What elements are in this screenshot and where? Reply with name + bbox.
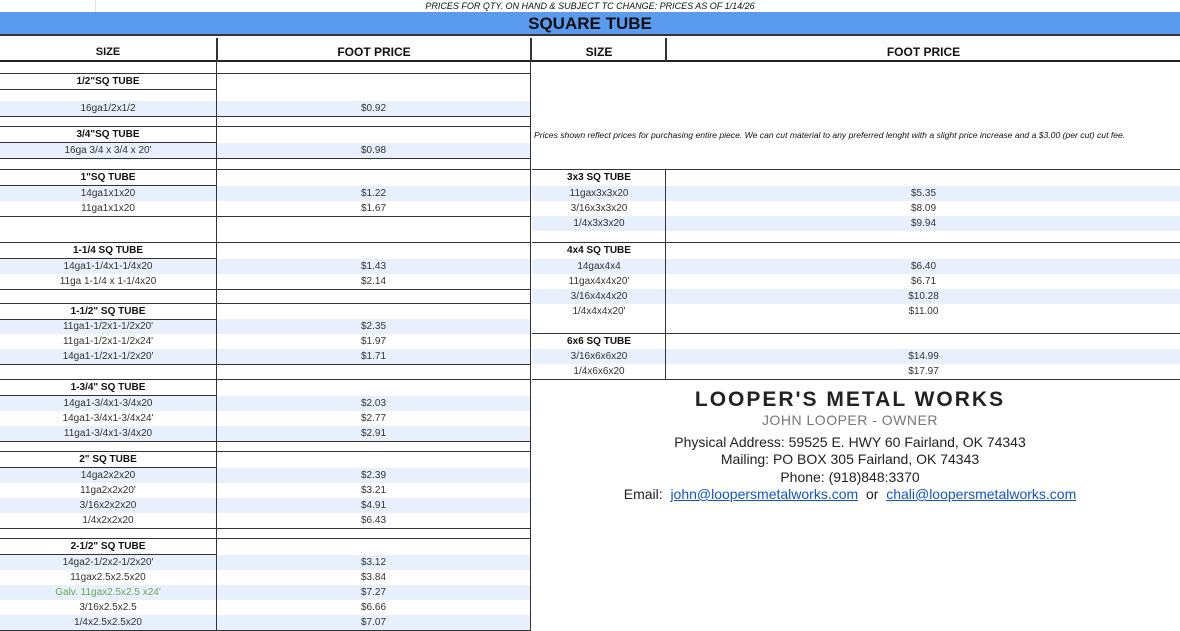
table-row xyxy=(0,319,530,334)
size-cell: 1/4x2.5x2.5x20 xyxy=(74,617,142,628)
price-cell: $6.71 xyxy=(910,276,937,287)
business-name: LOOPER'S METAL WORKS xyxy=(694,388,1006,411)
size-cell: 11ga1x1x20 xyxy=(81,203,135,214)
table-row xyxy=(0,483,530,498)
section-header-row xyxy=(0,380,530,395)
table-row xyxy=(0,186,530,201)
table-row xyxy=(0,468,530,483)
size-cell: 14gax4x4 xyxy=(577,261,621,272)
price-cell: $6.40 xyxy=(910,261,937,272)
section-title: 2-1/2" SQ TUBE xyxy=(70,541,146,552)
section-header-row xyxy=(0,170,530,185)
section-top-border xyxy=(0,451,531,452)
price-cell: $1.97 xyxy=(360,336,387,347)
table-row xyxy=(0,334,530,349)
header-size-left: SIZE xyxy=(0,38,216,62)
section-title: 1/2"SQ TUBE xyxy=(76,76,140,87)
table-row xyxy=(0,570,530,585)
section-top-border xyxy=(0,73,531,74)
size-cell: 14ga1x1x20 xyxy=(80,188,136,199)
section-top-border xyxy=(0,169,531,170)
header-price-right: FOOT PRICE xyxy=(667,38,1180,62)
table-row xyxy=(532,216,1180,231)
phone-number: Phone: (918)848:3370 xyxy=(780,469,920,485)
section-header-row xyxy=(0,304,530,319)
size-cell: Galv. 11gax2.5x2.5 x24' xyxy=(55,587,161,598)
table-row xyxy=(0,201,530,216)
section-title: 2" SQ TUBE xyxy=(79,454,137,465)
section-header-row xyxy=(0,539,530,554)
table-row xyxy=(0,498,530,513)
section-title-underline xyxy=(0,89,217,90)
size-cell: 14ga1-3/4x1-3/4x20 xyxy=(63,398,153,409)
section-title: 3x3 SQ TUBE xyxy=(567,172,631,183)
table-row xyxy=(0,349,530,364)
section-bottom-border xyxy=(0,528,531,529)
table-row xyxy=(0,396,530,411)
table-row xyxy=(0,600,530,615)
size-cell: 14ga2-1/2x2-1/2x20' xyxy=(62,557,154,568)
section-title: 6x6 SQ TUBE xyxy=(567,336,631,347)
table-row xyxy=(0,513,530,528)
price-cell: $8.09 xyxy=(910,203,937,214)
section-title-underline xyxy=(0,554,217,555)
size-cell: 14ga1-1/4x1-1/4x20 xyxy=(63,261,153,272)
business-owner: JOHN LOOPER - OWNER xyxy=(762,412,938,428)
header-size-right: SIZE xyxy=(532,38,666,62)
size-cell: 1/4x4x4x20' xyxy=(572,306,626,317)
section-title: 3/4"SQ TUBE xyxy=(76,129,140,140)
section-title: 1"SQ TUBE xyxy=(80,172,136,183)
price-cell: $1.22 xyxy=(360,188,387,199)
email-line xyxy=(560,486,1140,502)
price-cell: $3.84 xyxy=(360,572,387,583)
size-cell: 3/16x2.5x2.5 xyxy=(79,602,137,613)
page-title: SQUARE TUBE xyxy=(0,12,1180,36)
table-row xyxy=(0,259,530,274)
table-row xyxy=(532,349,1180,364)
price-cell: $2.03 xyxy=(360,398,387,409)
price-cell: $1.43 xyxy=(360,261,387,272)
table-row xyxy=(0,615,530,630)
section-top-border xyxy=(0,303,531,304)
section-title: 4x4 SQ TUBE xyxy=(567,245,631,256)
price-cell: $5.35 xyxy=(910,188,937,199)
size-cell: 3/16x4x4x20 xyxy=(570,291,628,302)
size-cell: 11gax2.5x2.5x20 xyxy=(70,572,146,583)
price-cell: $9.94 xyxy=(910,218,937,229)
section-header-row xyxy=(532,170,1180,185)
section-title-underline xyxy=(0,395,217,396)
price-cell: $6.66 xyxy=(360,602,387,613)
size-cell: 1/4x3x3x20 xyxy=(573,218,625,229)
size-cell: 1/4x2x2x20 xyxy=(82,515,134,526)
size-cell: 11ga2x2x20' xyxy=(80,485,136,496)
table-row xyxy=(532,186,1180,201)
section-title: 1-3/4" SQ TUBE xyxy=(70,382,146,393)
section-top-border xyxy=(532,242,1180,243)
size-cell: 11ga1-3/4x1-3/4x20 xyxy=(63,428,153,439)
section-header-row xyxy=(532,334,1180,349)
price-cell: $1.67 xyxy=(360,203,387,214)
physical-address: Physical Address: 59525 E. HWY 60 Fairland, OK 74343 xyxy=(674,434,1026,450)
email-label: Email: xyxy=(623,486,663,502)
table-row xyxy=(0,555,530,570)
table-row xyxy=(0,274,530,289)
section-bottom-border xyxy=(0,116,531,117)
price-notice: PRICES FOR QTY. ON HAND & SUBJECT TC CHANGE: PRICES AS OF 1/14/26 xyxy=(425,1,755,11)
right-table-bottom-border xyxy=(532,379,1180,380)
size-cell: 14ga2x2x20 xyxy=(80,470,136,481)
section-header-row xyxy=(0,127,530,142)
section-bottom-border xyxy=(0,441,531,442)
section-header-row xyxy=(0,452,530,467)
table-row xyxy=(0,143,530,158)
size-cell: 3/16x2x2x20 xyxy=(79,500,137,511)
table-row xyxy=(0,426,530,441)
price-cell: $2.14 xyxy=(360,276,387,287)
price-cell: $7.07 xyxy=(360,617,387,628)
price-cell: $7.27 xyxy=(360,587,387,598)
table-row xyxy=(532,304,1180,319)
table-row xyxy=(0,101,530,116)
section-header-row xyxy=(532,243,1180,258)
price-cell: $11.00 xyxy=(908,306,939,317)
section-header-row xyxy=(0,74,530,89)
price-cell: $2.35 xyxy=(360,321,387,332)
section-title-underline xyxy=(0,142,217,143)
section-top-border xyxy=(0,126,531,127)
size-cell: 11ga 1-1/4 x 1-1/4x20 xyxy=(59,276,157,287)
size-cell: 3/16x3x3x20 xyxy=(570,203,628,214)
price-cell: $0.92 xyxy=(360,103,387,114)
section-top-border xyxy=(0,242,531,243)
price-cell: $3.12 xyxy=(360,557,387,568)
column-divider xyxy=(665,170,666,380)
section-bottom-border xyxy=(0,364,531,365)
table-row xyxy=(532,274,1180,289)
price-cell: $3.21 xyxy=(360,485,387,496)
section-title-underline xyxy=(0,258,217,259)
email-or: or xyxy=(865,486,879,502)
price-cell: $0.98 xyxy=(360,145,387,156)
size-cell: 11gax3x3x20 xyxy=(569,188,629,199)
size-cell: 14ga1-3/4x1-3/4x24' xyxy=(62,413,154,424)
column-divider xyxy=(216,62,217,630)
section-bottom-border xyxy=(0,158,531,159)
column-divider xyxy=(530,62,531,630)
section-top-border xyxy=(0,379,531,380)
table-row xyxy=(0,585,530,600)
table-row xyxy=(532,364,1180,379)
size-cell: 11gax4x4x20' xyxy=(568,276,630,287)
price-cell: $4.91 xyxy=(360,500,387,511)
size-cell: 16ga1/2x1/2 xyxy=(80,103,136,114)
price-cell: $2.77 xyxy=(360,413,387,424)
section-title-underline xyxy=(0,467,217,468)
mailing-address: Mailing: PO BOX 305 Fairland, OK 74343 xyxy=(720,451,980,467)
size-cell: 1/4x6x6x20 xyxy=(573,366,625,377)
table-row xyxy=(0,411,530,426)
section-top-border xyxy=(532,169,1180,170)
email-link-chali[interactable]: chali@loopersmetalworks.com xyxy=(886,486,1077,502)
section-title: 1-1/2" SQ TUBE xyxy=(70,306,146,317)
cut-fee-note: Prices shown reflect prices for purchasing entire piece. We can cut material to any preferred lenght with a slight price increase and a $3.00 (per cut) cut fee. xyxy=(534,130,1126,140)
size-cell: 14ga1-1/2x1-1/2x20' xyxy=(62,351,154,362)
table-row xyxy=(532,289,1180,304)
price-cell: $17.97 xyxy=(908,366,939,377)
email-link-john[interactable]: john@loopersmetalworks.com xyxy=(670,486,859,502)
size-cell: 16ga 3/4 x 3/4 x 20' xyxy=(64,145,152,156)
size-cell: 11ga1-1/2x1-1/2x24' xyxy=(62,336,154,347)
section-title: 1-1/4 SQ TUBE xyxy=(72,245,144,256)
section-bottom-border xyxy=(0,216,531,217)
section-title-underline xyxy=(0,319,217,320)
section-top-border xyxy=(0,538,531,539)
table-row xyxy=(532,259,1180,274)
price-cell: $14.99 xyxy=(908,351,939,362)
section-title-underline xyxy=(0,185,217,186)
price-cell: $2.39 xyxy=(360,470,387,481)
header-price-left: FOOT PRICE xyxy=(218,38,530,62)
section-bottom-border xyxy=(0,289,531,290)
size-cell: 11ga1-1/2x1-1/2x20' xyxy=(62,321,154,332)
size-cell: 3/16x6x6x20 xyxy=(570,351,628,362)
price-cell: $2.91 xyxy=(360,428,387,439)
price-cell: $1.71 xyxy=(360,351,387,362)
table-row xyxy=(532,201,1180,216)
price-cell: $10.28 xyxy=(908,291,939,302)
section-header-row xyxy=(0,243,530,258)
section-top-border xyxy=(532,333,1180,334)
price-cell: $6.43 xyxy=(360,515,387,526)
